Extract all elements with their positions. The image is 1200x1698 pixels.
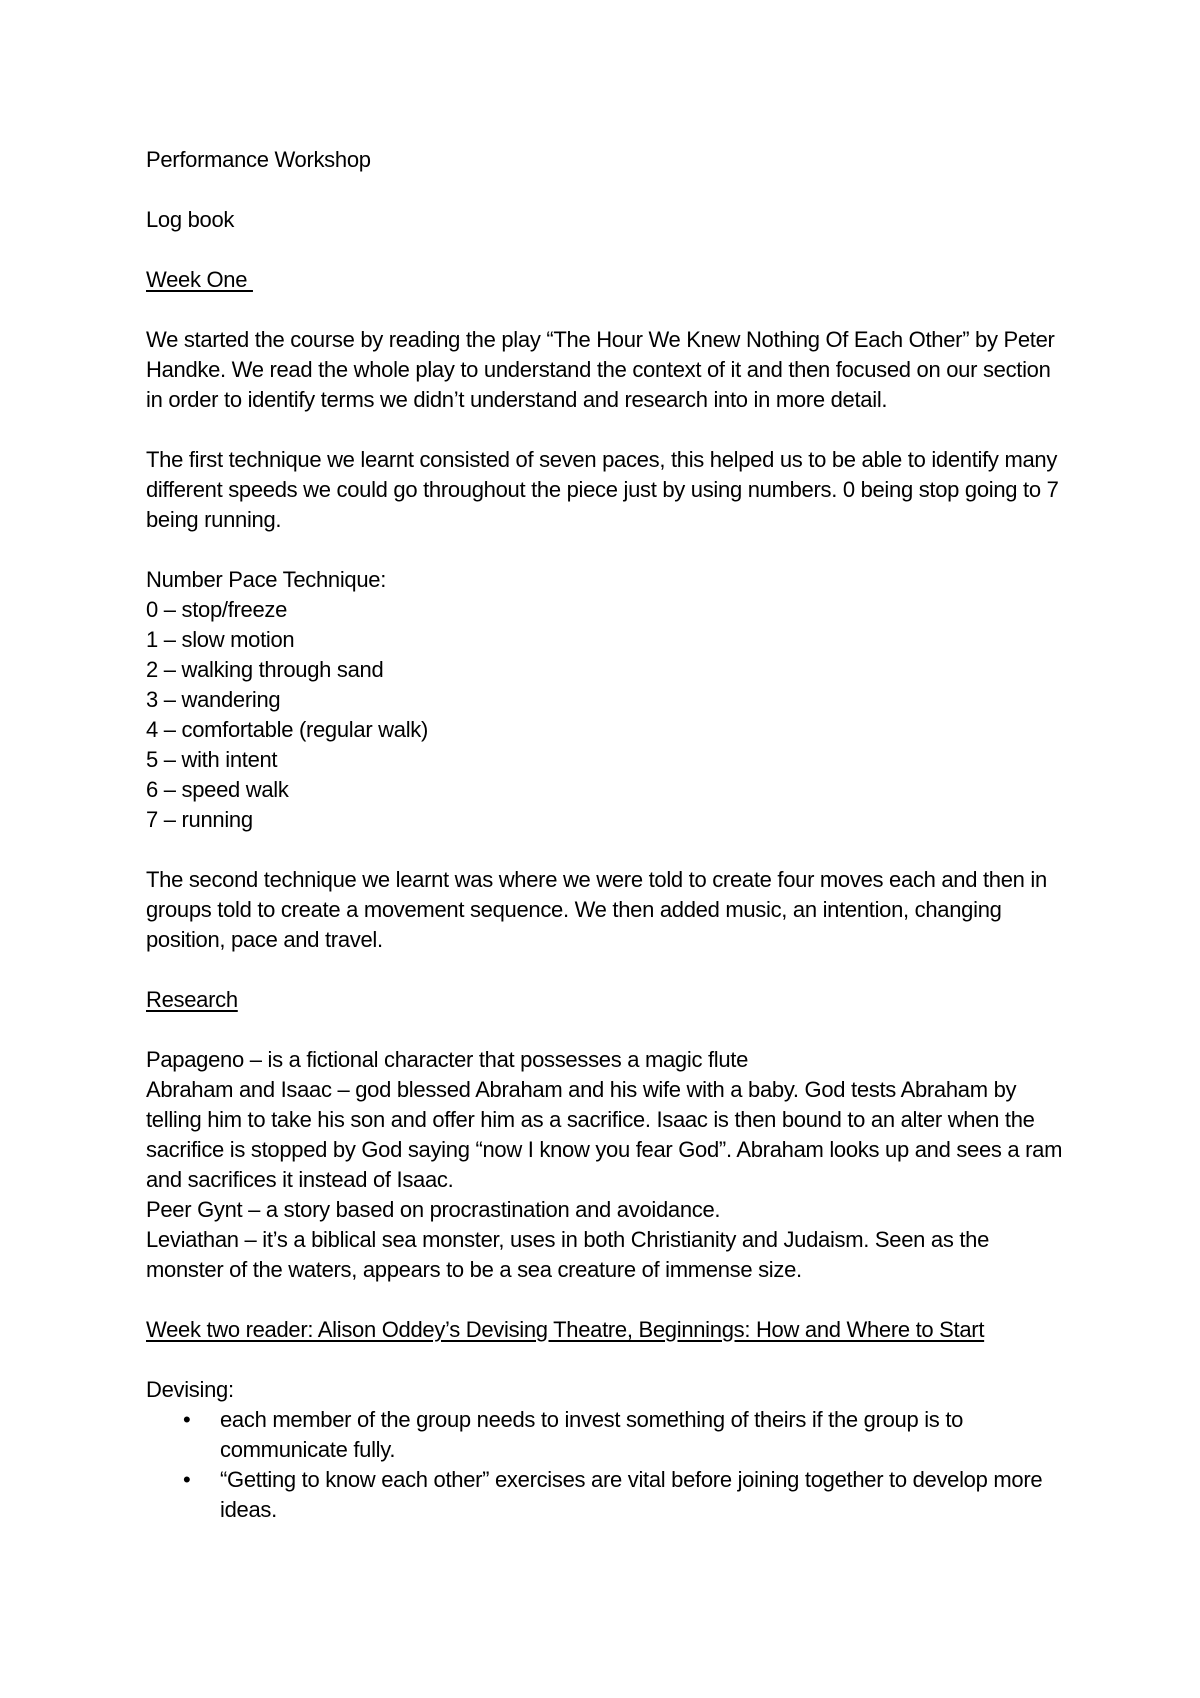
pace-item: 0 – stop/freeze [146,597,288,622]
document-title: Performance Workshop [146,147,371,172]
week-one-intro: We started the course by reading the play “The Hour We Knew Nothing Of Each Other” by Peter Handke. We read the whole play to understand the context of it and then focused on our section in order to identify terms we didn’t understand and research into in more detail. [146,327,1055,412]
document-page [146,145,1066,1525]
week-one-heading: Week One [146,267,253,292]
technique-two-paragraph: The second technique we learnt was where we were told to create four moves each and then in groups told to create a movement sequence. We then added music, an intention, changing position, pace and travel. [146,867,1047,952]
pace-item: 6 – speed walk [146,777,289,802]
bullet-icon: • [183,1407,191,1432]
pace-technique-heading: Number Pace Technique: [146,567,387,592]
pace-item: 2 – walking through sand [146,657,384,682]
pace-item: 7 – running [146,807,253,832]
pace-technique-list [146,565,1066,835]
devising-bullet-item [146,1465,1066,1525]
technique-one-paragraph: The first technique we learnt consisted of seven paces, this helped us to be able to identify many different speeds we could go throughout the piece just by using numbers. 0 being stop going to 7 being running. [146,447,1059,532]
devising-bullet-list [146,1405,1066,1525]
research-entries [146,1045,1066,1285]
week-two-heading: Week two reader: Alison Oddey’s Devising Theatre, Beginnings: How and Where to Start [146,1317,985,1342]
research-entry-papageno: Papageno – is a fictional character that possesses a magic flute [146,1047,749,1072]
devising-section [146,1375,1066,1525]
pace-item: 1 – slow motion [146,627,295,652]
devising-bullet-item [146,1405,1066,1465]
research-heading: Research [146,987,238,1012]
devising-label: Devising: [146,1377,234,1402]
pace-item: 4 – comfortable (regular walk) [146,717,429,742]
devising-bullet-text: each member of the group needs to invest something of theirs if the group is to communicate fully. [220,1407,964,1462]
research-entry-abraham-isaac: Abraham and Isaac – god blessed Abraham and his wife with a baby. God tests Abraham by telling him to take his son and offer him as a sacrifice. Isaac is then bound to an alter when the sacrifice is stopped by God saying “now I know you fear God”. Abraham looks up and sees a ram and sacrifices it instead of Isaac. [146,1077,1063,1192]
research-entry-peer-gynt: Peer Gynt – a story based on procrastination and avoidance. [146,1197,721,1222]
pace-item: 3 – wandering [146,687,281,712]
pace-item: 5 – with intent [146,747,278,772]
devising-bullet-text: “Getting to know each other” exercises are vital before joining together to develop more ideas. [220,1467,1043,1522]
bullet-icon: • [183,1467,191,1492]
research-entry-leviathan: Leviathan – it’s a biblical sea monster, uses in both Christianity and Judaism. Seen as the monster of the waters, appears to be a sea creature of immense size. [146,1227,990,1282]
document-subtitle: Log book [146,207,235,232]
